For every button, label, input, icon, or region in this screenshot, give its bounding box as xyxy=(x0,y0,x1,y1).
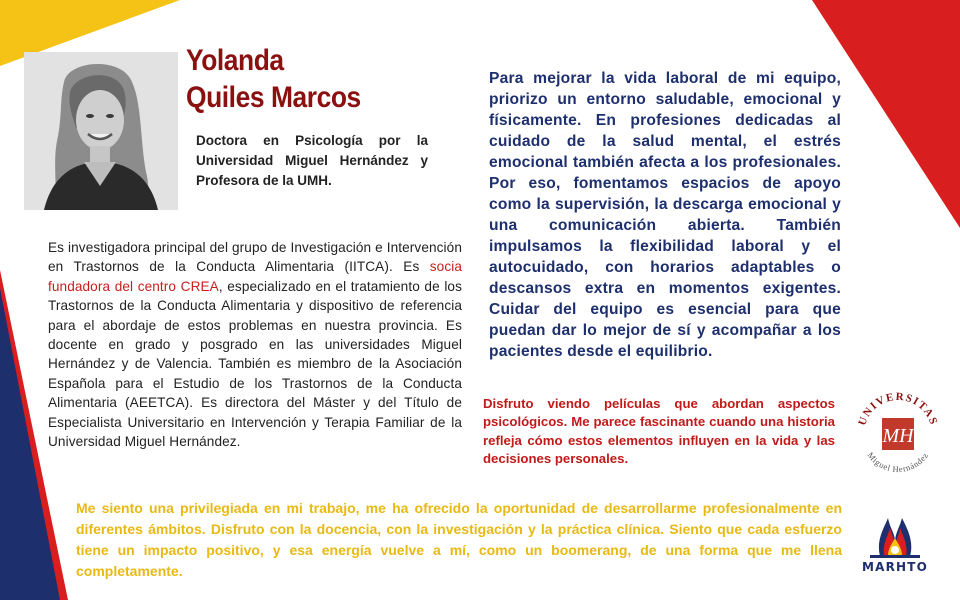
marhto-wordmark: MARHTO xyxy=(861,560,929,574)
team-wellbeing-quote: Para mejorar la vida laboral de mi equipo, priorizo un entorno saludable, emocional y físicamente. En profesiones dedicadas al cuidado de la salud mental, el estrés emocional también afecta a los profesionales. Por eso, fomentamos espacios de apoyo como la supervisión, la descarga emocional y una comunicación abierta. También impulsamos la flexibilidad laboral y el autocuidado, con horarios adaptables o descansos extra en momentos exigentes. Cuidar del equipo es esencial para que puedan dar lo mejor de sí y acompañar a los pacientes desde el equilibrio. xyxy=(489,70,841,360)
umh-seal-logo xyxy=(852,390,944,476)
bio-text-part1: Es investigadora principal del grupo de Investigación e Intervención en Trastornos de la Conducta Alimentaria (IITCA). Es xyxy=(48,240,462,275)
portrait-photo xyxy=(24,52,178,210)
person-name xyxy=(186,42,361,116)
svg-text:Miguel Hernández xyxy=(866,450,931,474)
bio-highlight: socia fundadora del centro CREA xyxy=(48,259,462,294)
bio-text-part2: , especializado en el tratamiento de los Trastornos de la Conducta Alimentaria y dispositivo de referencia para el abordaje de estos problemas en nuestra provincia. Es docente en grado y posgrado en las universidades Miguel Hernández y de Valencia. También es miembro de la Asociación Española para el Estudio de los Trastornos de la Conducta Alimentaria (AEETCA). Es directora del Máster y del Título de Especialista Universitario en Intervención y Terapia Familiar de la Universidad Miguel Hernández. xyxy=(48,278,462,450)
umh-monogram: MH xyxy=(882,425,914,447)
biography xyxy=(48,238,462,451)
first-name: Yolanda xyxy=(186,44,284,77)
umh-bottom-text: Miguel Hernández xyxy=(865,450,931,475)
umh-top-text: UNIVERSITAS xyxy=(856,390,940,428)
professional-title: Doctora en Psicología por la Universidad Miguel Hernández y Profesora de la UMH. xyxy=(196,133,428,188)
marhto-logo xyxy=(852,514,938,582)
closing-statement: Me siento una privilegiada en mi trabajo, me ha ofrecido la oportunidad de desarrollarme profesionalmente en diferentes ámbitos. Disfruto con la docencia, con la investigación y la práctica clínica. Siento que cada esfuerzo tiene un impacto positivo, y esa energía vuelve a mí, como un boomerang, de una forma que me llena completamente. xyxy=(76,500,842,579)
last-name: Quiles Marcos xyxy=(186,81,361,114)
hobby-text: Disfruto viendo películas que abordan aspectos psicológicos. Me parece fascinante cuando una historia refleja cómo estos elementos influyen en la vida y las decisiones personales. xyxy=(483,396,835,466)
